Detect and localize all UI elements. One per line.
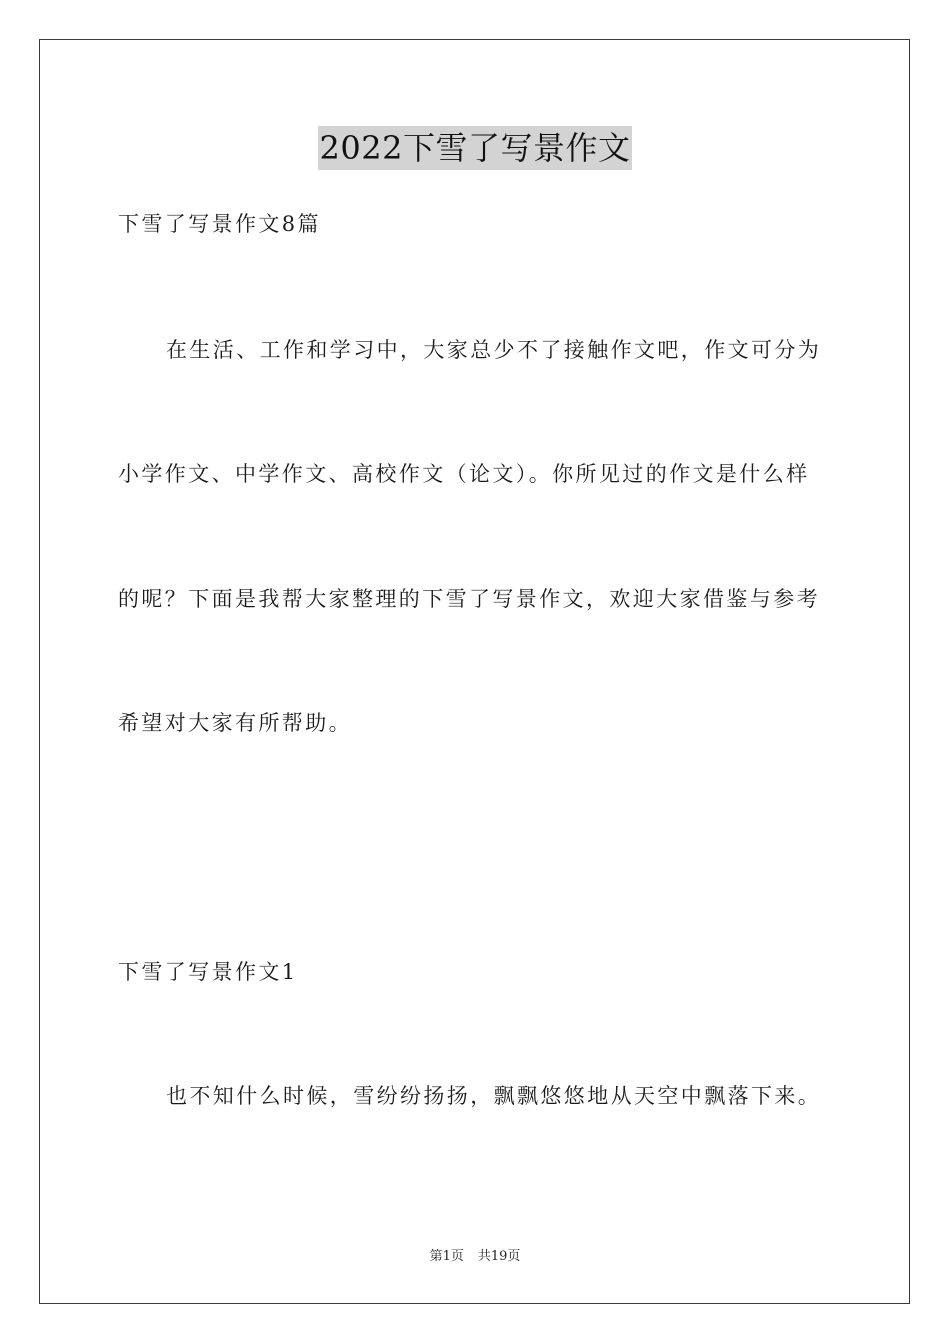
document-subtitle: 下雪了写景作文8篇 (118, 212, 321, 236)
section-heading: 下雪了写景作文1 (118, 960, 298, 984)
intro-line-1: 在生活、工作和学习中，大家总少不了接触作文吧，作文可分为 (166, 338, 822, 362)
intro-line-4: 希望对大家有所帮助。 (118, 711, 352, 735)
title-container (0, 126, 950, 170)
page-total: 共19页 (477, 1249, 521, 1264)
page-footer (0, 1248, 950, 1266)
intro-line-2: 小学作文、中学作文、高校作文（论文）。你所见过的作文是什么样 (118, 462, 810, 486)
intro-line-3: 的呢？下面是我帮大家整理的下雪了写景作文，欢迎大家借鉴与参考 (118, 587, 820, 611)
page-number: 第1页 (429, 1249, 464, 1264)
document-title: 2022下雪了写景作文 (318, 126, 633, 170)
section-paragraph-line: 也不知什么时候，雪纷纷扬扬，飘飘悠悠地从天空中飘落下来。 (166, 1084, 822, 1108)
